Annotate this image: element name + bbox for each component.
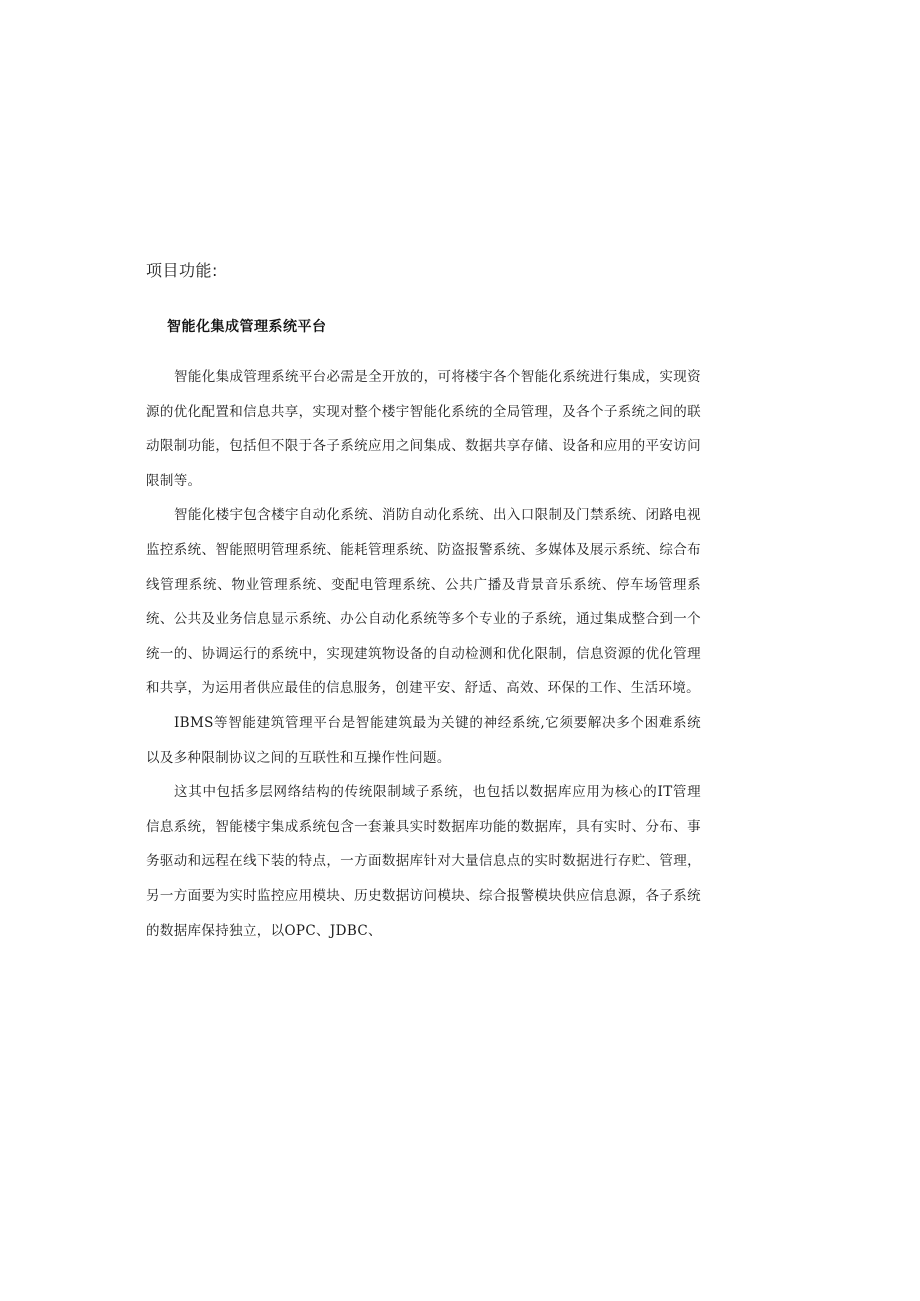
paragraph: 这其中包括多层网络结构的传统限制域子系统，也包括以数据库应用为核心的IT管理信息系统，智能楼宇集成系统包含一套兼具实时数据库功能的数据库，具有实时、分布、事务驱动和远程在线下装的特点，一方面数据库针对大量信息点的实时数据进行存贮、管理，另一方面要为实时监控应用模块、历史数据访问模块、综合报警模块供应信息源，各子系统的数据库保持独立，以OPC、JDBC、 xyxy=(146,784,701,939)
paragraph: IBMS等智能建筑管理平台是智能建筑最为关键的神经系统,它须要解决多个困难系统以及多种限制协议之间的互联性和互操作性问题。 xyxy=(146,714,701,766)
body-text xyxy=(146,360,701,948)
paragraph: 智能化楼宇包含楼宇自动化系统、消防自动化系统、出入口限制及门禁系统、闭路电视监控系统、智能照明管理系统、能耗管理系统、防盗报警系统、多媒体及展示系统、综合布线管理系统、物业管理系统、变配电管理系统、公共广播及背景音乐系统、停车场管理系统、公共及业务信息显示系统、办公自动化系统等多个专业的子系统，通过集成整合到一个统一的、协调运行的系统中，实现建筑物设备的自动检测和优化限制，信息资源的优化管理和共享，为运用者供应最佳的信息服务，创建平安、舒适、高效、环保的工作、生活环境。 xyxy=(146,507,701,697)
section-subheading: 智能化集成管理系统平台 xyxy=(167,319,327,335)
section-heading: 项目功能: xyxy=(146,261,218,280)
paragraph: 智能化集成管理系统平台必需是全开放的，可将楼宇各个智能化系统进行集成，实现资源的优化配置和信息共享，实现对整个楼宇智能化系统的全局管理，及各个子系统之间的联动限制功能，包括但不限于各子系统应用之间集成、数据共享存储、设备和应用的平安访问限制等。 xyxy=(146,369,701,489)
